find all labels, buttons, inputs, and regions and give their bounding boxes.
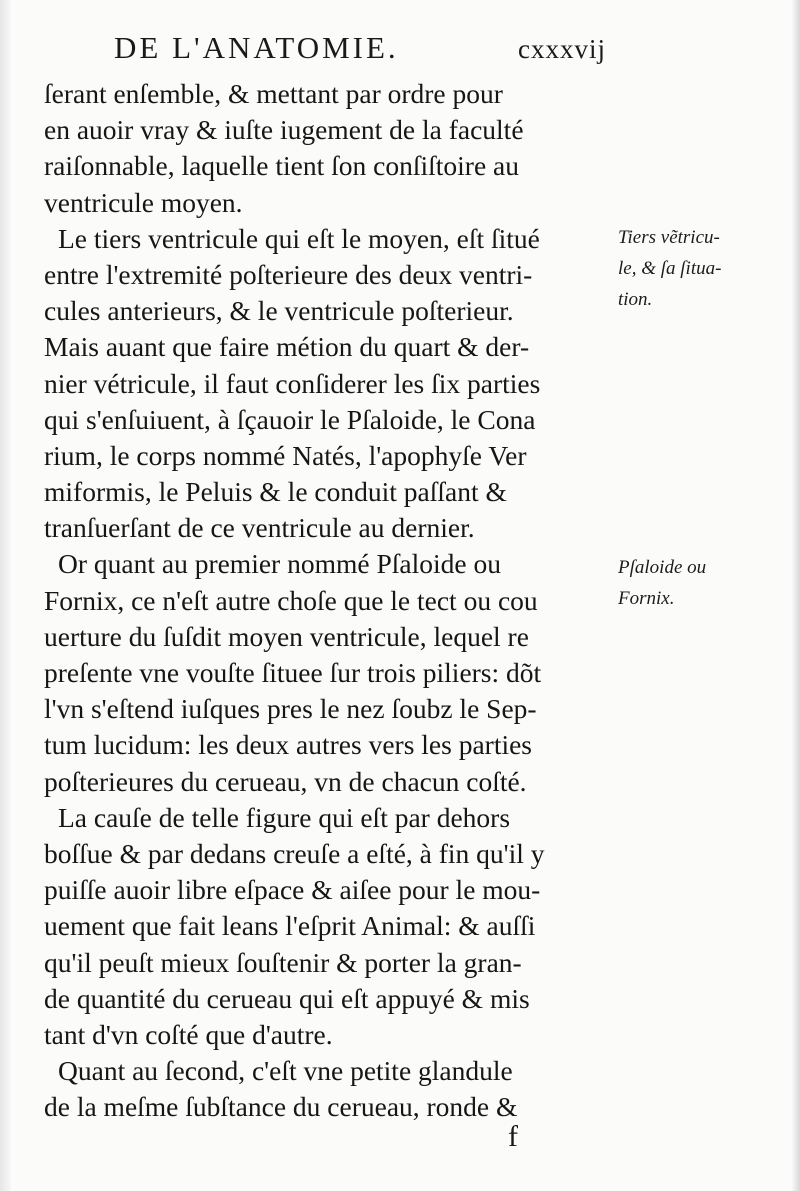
- margin-note-line: Pſaloide ou: [618, 557, 707, 578]
- text-line: en auoir vray & iuſte iugement de la faculté: [44, 114, 524, 146]
- text-line: cules anterieurs, & le ventricule poſterieur.: [44, 295, 514, 327]
- text-line: de la meſme ſubſtance du cerueau, ronde &: [44, 1091, 518, 1123]
- text-line: Or quant au premier nommé Pſaloide ou: [58, 548, 501, 580]
- text-line: Quant au ſecond, c'eſt vne petite glandule: [58, 1055, 513, 1087]
- text-line: puiſſe auoir libre eſpace & aiſee pour le mou-: [44, 874, 541, 906]
- text-line: poſterieures du cerueau, vn de chacun coſté.: [44, 765, 527, 797]
- text-line: de quantité du cerueau qui eſt appuyé & mis: [44, 982, 530, 1014]
- text-line: preſente vne vouſte ſituee ſur trois piliers: dõt: [44, 657, 542, 688]
- text-line: qu'il peuſt mieux ſouſtenir & porter la gran-: [44, 946, 522, 978]
- margin-note-line: le, & ſa ſitua-: [618, 258, 722, 279]
- text-line: ventricule moyen.: [44, 186, 243, 218]
- text-line: l'vn s'eſtend iuſques pres le nez ſoubz le Sep-: [44, 693, 537, 725]
- margin-note-psaloide: [618, 552, 706, 614]
- text-line: miformis, le Peluis & le conduit paſſant &: [44, 476, 507, 508]
- text-line: uement que fait leans l'eſprit Animal: & auſſi: [44, 910, 536, 942]
- text-line: tant d'vn coſté que d'autre.: [44, 1018, 333, 1050]
- margin-note-line: Fornix.: [618, 588, 675, 609]
- book-page: [14, 0, 790, 1191]
- running-title: DE L'ANATOMIE.: [114, 30, 399, 65]
- text-line: entre l'extremité poſterieure des deux ventri-: [44, 258, 533, 290]
- margin-note-tiers-ventricule: [618, 222, 721, 315]
- scan-edge-left: [0, 0, 14, 1191]
- text-line: rium, le corps nommé Natés, l'apophyſe Ver: [44, 439, 527, 471]
- folio-number: cxxxvij: [518, 34, 606, 64]
- text-line: qui s'enſuiuent, à ſçauoir le Pſaloide, le Cona: [44, 403, 536, 435]
- text-line: boſſue & par dedans creuſe a eſté, à fin qu'il y: [44, 837, 545, 869]
- text-line: uerture du ſuſdit moyen ventricule, lequel re: [44, 620, 529, 652]
- text-line: La cauſe de telle figure qui eſt par dehors: [58, 801, 511, 833]
- main-text-block: [44, 76, 624, 1125]
- text-line: Mais auant que faire métion du quart & der-: [44, 331, 530, 363]
- text-line: nier vétricule, il faut conſiderer les ſix parties: [44, 367, 541, 399]
- text-line: Fornix, ce n'eſt autre choſe que le tect ou cou: [44, 584, 538, 616]
- scan-edge-right: [790, 0, 800, 1191]
- text-line: tum lucidum: les deux autres vers les parties: [44, 729, 533, 761]
- margin-note-line: Tiers vẽtricu-: [618, 227, 720, 248]
- text-line: raiſonnable, laquelle tient ſon conſiſtoire au: [44, 150, 519, 182]
- text-line: Le tiers ventricule qui eſt le moyen, eſt ſitué: [58, 222, 540, 254]
- text-line: tranſuerſant de ce ventricule au dernier.: [44, 512, 475, 544]
- text-line: ſerant enſemble, & mettant par ordre pour: [44, 78, 503, 109]
- margin-note-line: tion.: [618, 289, 653, 310]
- signature-mark: f: [508, 1120, 518, 1153]
